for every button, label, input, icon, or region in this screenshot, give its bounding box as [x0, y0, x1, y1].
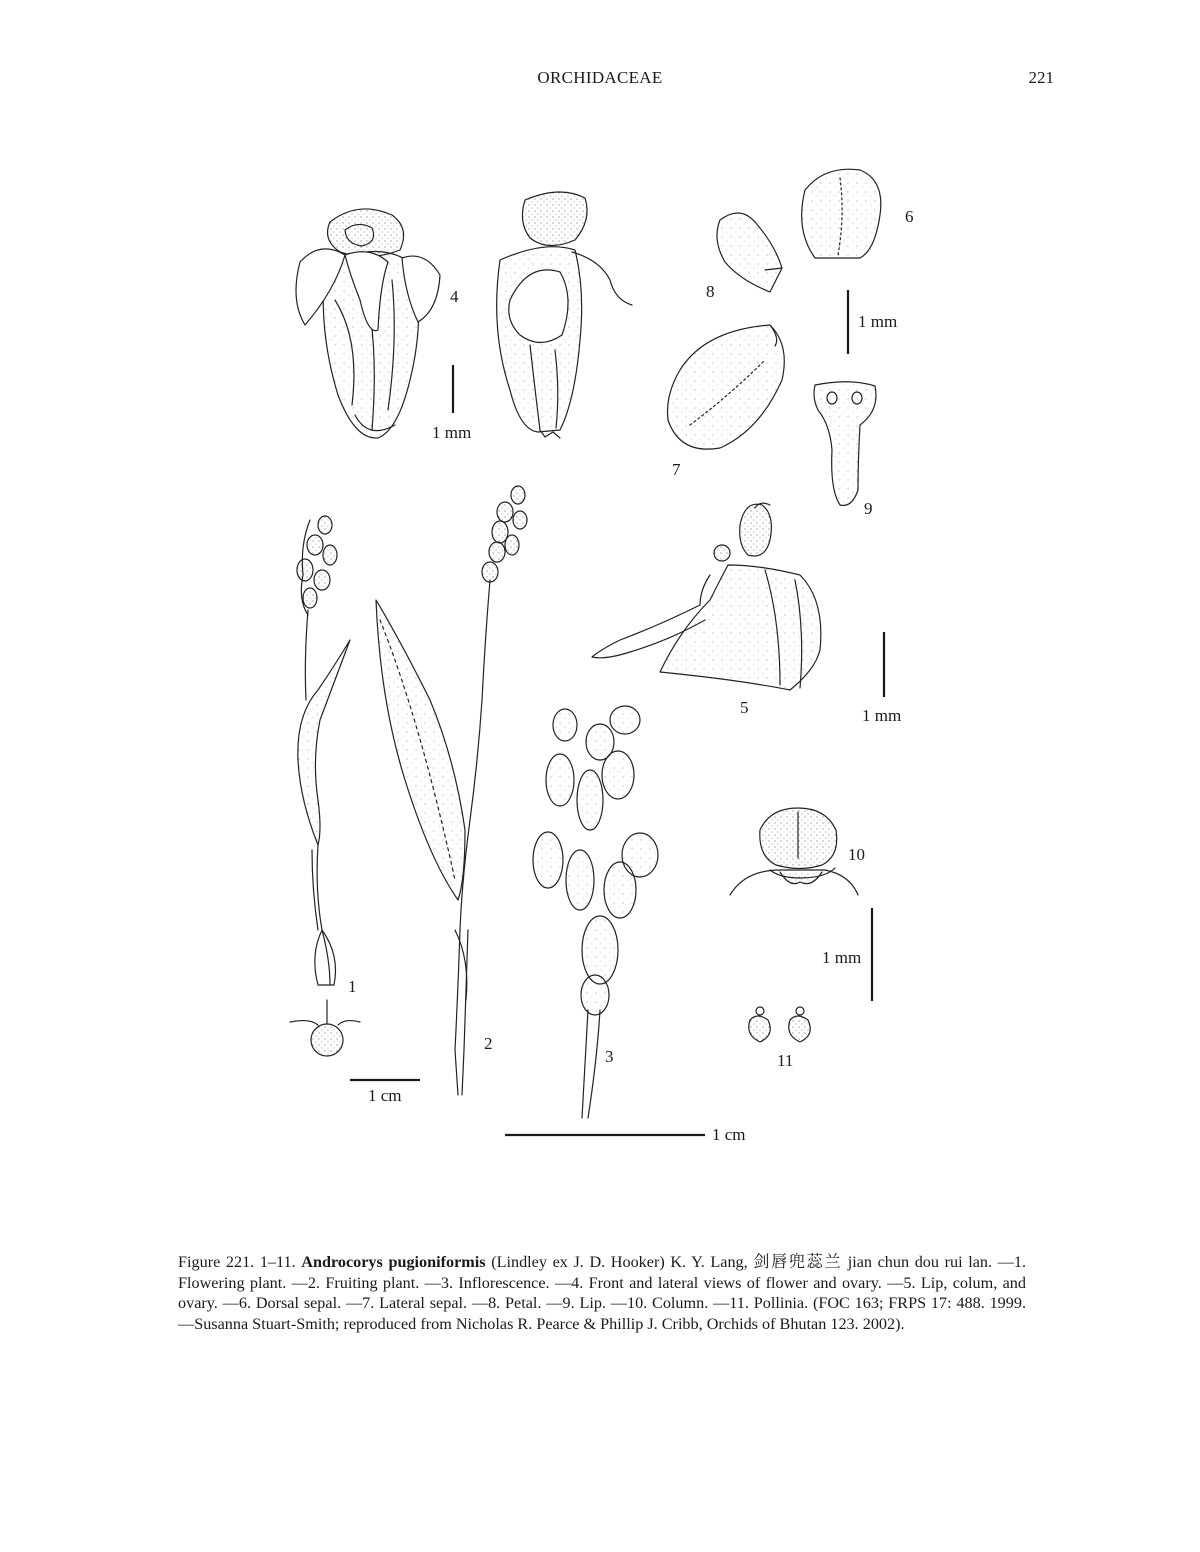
figure-label-5: 5	[740, 698, 749, 717]
page-number: 221	[1028, 68, 1054, 87]
inflorescence-drawing	[533, 706, 658, 1118]
scale-bar-label-3: 1 cm	[712, 1125, 746, 1144]
scale-bar-label-4: 1 mm	[432, 423, 472, 442]
column-drawing	[730, 808, 858, 895]
flower-front-view-drawing	[296, 209, 440, 438]
flowering-plant-drawing	[290, 516, 360, 1056]
figure-label-10: 10	[848, 845, 865, 864]
figure-label-1: 1	[348, 977, 357, 996]
pollinia-drawing	[749, 1007, 810, 1042]
figure-label-9: 9	[864, 499, 873, 518]
fruiting-plant-drawing	[376, 486, 527, 1095]
figure-label-6: 6	[905, 207, 914, 226]
scale-bar-label-6-9: 1 mm	[858, 312, 898, 331]
figure-caption	[178, 1252, 1026, 1334]
scale-bar-label-1-2: 1 cm	[368, 1086, 402, 1105]
dorsal-sepal-drawing	[802, 169, 881, 258]
caption-species-name: Androcorys pugioniformis	[301, 1253, 486, 1271]
figure-label-2: 2	[484, 1034, 493, 1053]
figure-label-3: 3	[605, 1047, 614, 1066]
figure-label-4: 4	[450, 287, 459, 306]
lateral-sepal-drawing	[668, 325, 785, 449]
figure-label-11: 11	[777, 1051, 794, 1070]
figure-label-7: 7	[672, 460, 681, 479]
running-head-title: ORCHIDACEAE	[537, 68, 663, 87]
lip-column-ovary-drawing	[592, 503, 821, 690]
scale-bar-label-5: 1 mm	[862, 706, 902, 725]
caption-body: (Lindley ex J. D. Hooker) K. Y. Lang, 剑唇兜蕊兰 jian chun dou rui lan. —1. Flowering plant. —2. Fruiting plant. —3. Inflorescence. —4. Front and lateral views of flower and ovary. —5. Lip, colum, and ovary. —6. Dorsal sepal. —7. Lateral sepal. —8. Petal. —9. Lip. —10. Column. —11. Pollinia. (FOC 163; FRPS 17: 488. 1999. —Susanna Stuart-Smith; reproduced from Nicholas R. Pearce & Phillip J. Cribb, Orchids of Bhutan 123. 2002).	[178, 1253, 1026, 1333]
caption-lead: Figure 221. 1–11.	[178, 1253, 302, 1271]
lip-drawing	[814, 382, 876, 506]
figure-label-8: 8	[706, 282, 715, 301]
scale-bar-label-10-11: 1 mm	[822, 948, 862, 967]
petal-drawing	[717, 213, 782, 292]
flower-lateral-view-drawing	[497, 192, 632, 438]
